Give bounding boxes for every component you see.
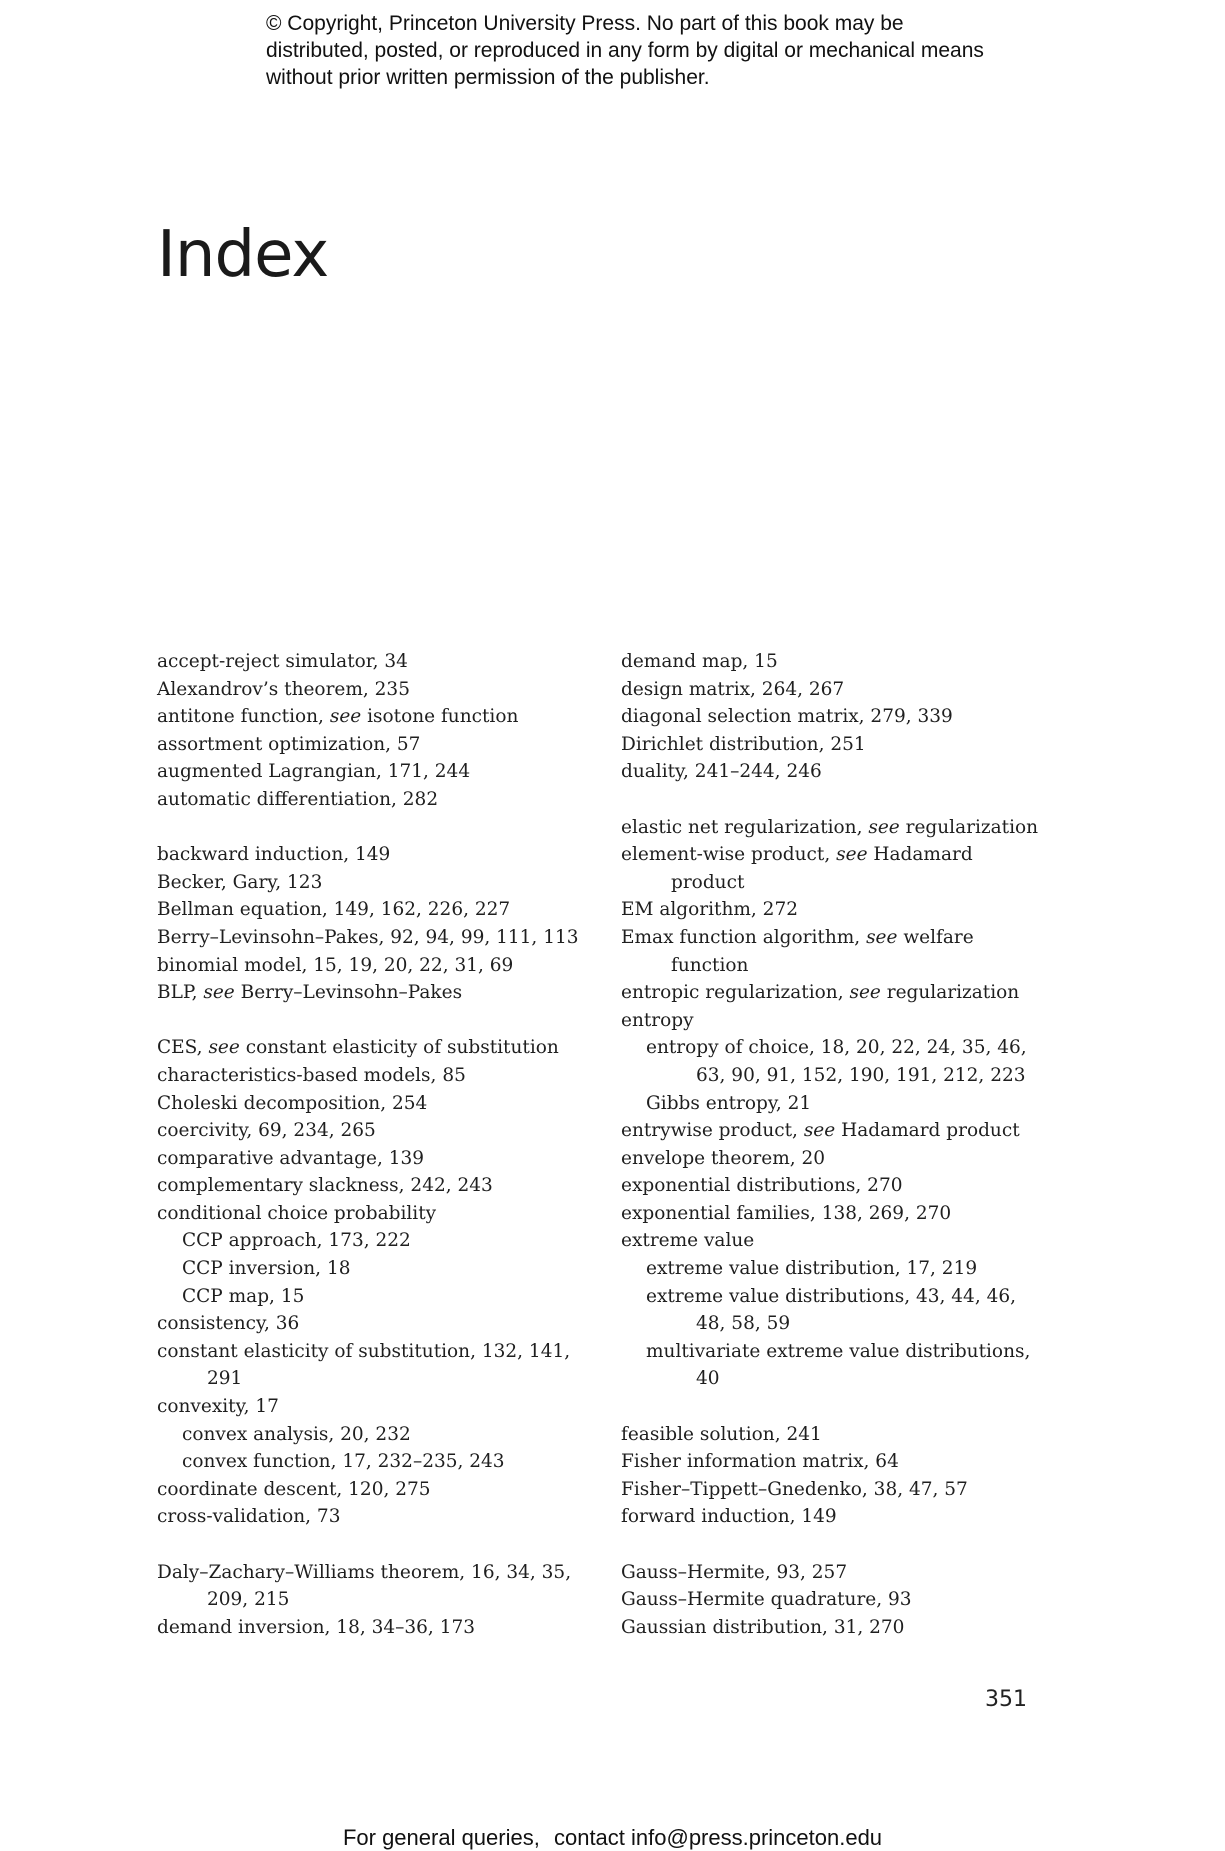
index-entry: binomial model, 15, 19, 20, 22, 31, 69 [157, 954, 514, 976]
index-entry: exponential distributions, 270 [621, 1175, 903, 1197]
see-reference: see [849, 982, 881, 1004]
index-subentry: extreme value distributions, 43, 44, 46, 48, 58, 59 [646, 1285, 1017, 1335]
index-entry: characteristics-based models, 85 [157, 1064, 466, 1086]
see-reference: see [803, 1120, 836, 1142]
copyright-notice: © Copyright, Princeton University Press. No part of this book may be distributed, posted, or reproduced in any form by digital or mechanical means without prior written permission of the publisher. [266, 12, 984, 89]
index-entry: exponential families, 138, 269, 270 [621, 1202, 952, 1224]
footer-label: For general queries, [342, 1825, 540, 1850]
page-title: Index [157, 218, 329, 292]
index-entry: entrywise product, see Hadamard product [621, 1120, 1020, 1142]
see-reference: see [868, 816, 900, 838]
page-number: 351 [985, 1687, 1027, 1712]
see-reference: see [329, 706, 362, 728]
see-reference: see [836, 844, 868, 866]
group-gap [157, 1007, 587, 1035]
index-subentry: CCP approach, 173, 222 [182, 1230, 411, 1252]
index-entry: complementary slackness, 242, 243 [157, 1175, 493, 1197]
group-gap [621, 786, 1041, 814]
index-entry: Choleski decomposition, 254 [157, 1092, 428, 1114]
index-entry: coordinate descent, 120, 275 [157, 1478, 431, 1500]
index-entry: Gauss–Hermite quadrature, 93 [621, 1589, 912, 1611]
index-entry: demand map, 15 [621, 651, 778, 672]
footer [0, 1825, 1225, 1851]
index-entry: demand inversion, 18, 34–36, 173 [157, 1616, 476, 1638]
footer-contact: contact info@press.princeton.edu [553, 1825, 883, 1850]
index-entry: convexity, 17 [157, 1396, 279, 1418]
index-entry: Dirichlet distribution, 251 [621, 733, 866, 755]
index-entry: extreme value [621, 1230, 755, 1252]
group-gap [157, 814, 587, 842]
index-entry: Fisher information matrix, 64 [621, 1451, 899, 1473]
index-column-left [157, 648, 587, 1641]
index-entry: Gaussian distribution, 31, 270 [621, 1616, 905, 1638]
index-subentry: Gibbs entropy, 21 [646, 1092, 812, 1114]
index-column-right [621, 648, 1041, 1641]
index-entry: EM algorithm, 272 [621, 899, 798, 921]
index-entry: diagonal selection matrix, 279, 339 [621, 706, 953, 728]
group-gap [621, 1531, 1041, 1559]
index-entry: consistency, 36 [157, 1313, 300, 1335]
index-entry: accept-reject simulator, 34 [157, 651, 408, 672]
index-entry: element-wise product, see Hadamard product [621, 844, 973, 893]
index-entry: coercivity, 69, 234, 265 [157, 1120, 376, 1142]
index-entry: conditional choice probability [157, 1202, 437, 1224]
index-entry: assortment optimization, 57 [157, 733, 421, 755]
index-entry: augmented Lagrangian, 171, 244 [157, 761, 471, 783]
index-entry: entropic regularization, see regularization [621, 982, 1020, 1004]
index-entry: feasible solution, 241 [621, 1423, 822, 1445]
index-subentry: entropy of choice, 18, 20, 22, 24, 35, 46, 63, 90, 91, 152, 190, 191, 212, 223 [646, 1037, 1027, 1086]
index-entry: Fisher–Tippett–Gnedenko, 38, 47, 57 [621, 1478, 968, 1500]
index-entry: comparative advantage, 139 [157, 1147, 425, 1169]
index-subentry: extreme value distribution, 17, 219 [646, 1258, 978, 1280]
index-entry: envelope theorem, 20 [621, 1147, 826, 1169]
index-entry: Gauss–Hermite, 93, 257 [621, 1561, 848, 1583]
index-subentry: CCP map, 15 [182, 1285, 305, 1307]
index-entry: Becker, Gary, 123 [157, 871, 323, 893]
index-subentry: CCP inversion, 18 [182, 1258, 351, 1280]
see-reference: see [866, 926, 898, 948]
index-entry: CES, see constant elasticity of substitution [157, 1037, 559, 1059]
index-entry: Alexandrov’s theorem, 235 [157, 678, 410, 700]
index-entry: duality, 241–244, 246 [621, 761, 822, 783]
group-gap [157, 1531, 587, 1559]
index-subentry: convex analysis, 20, 232 [182, 1423, 411, 1445]
index-entry: backward induction, 149 [157, 844, 391, 866]
group-gap [621, 1393, 1041, 1421]
index-entry: cross-validation, 73 [157, 1506, 341, 1528]
index-subentry: convex function, 17, 232–235, 243 [182, 1451, 505, 1473]
index-entry: automatic differentiation, 282 [157, 788, 439, 810]
index-entry: elastic net regularization, see regularization [621, 816, 1039, 838]
index-subentry: multivariate extreme value distributions, 40 [646, 1340, 1031, 1390]
index-entry: Daly–Zachary–Williams theorem, 16, 34, 35, 209, 215 [157, 1561, 572, 1611]
index-entry: design matrix, 264, 267 [621, 678, 845, 700]
index-entry: forward induction, 149 [621, 1506, 837, 1528]
index-entry: constant elasticity of substitution, 132, 141, 291 [157, 1340, 571, 1390]
index-entry: antitone function, see isotone function [157, 706, 519, 728]
see-reference: see [208, 1037, 240, 1059]
index-entry: Berry–Levinsohn–Pakes, 92, 94, 99, 111, 113 [157, 926, 579, 948]
see-reference: see [203, 982, 235, 1004]
index-entry: Bellman equation, 149, 162, 226, 227 [157, 899, 511, 921]
index-entry: entropy [621, 1009, 694, 1031]
index-entry: Emax function algorithm, see welfare function [621, 926, 974, 976]
index-entry: BLP, see Berry–Levinsohn–Pakes [157, 982, 463, 1004]
